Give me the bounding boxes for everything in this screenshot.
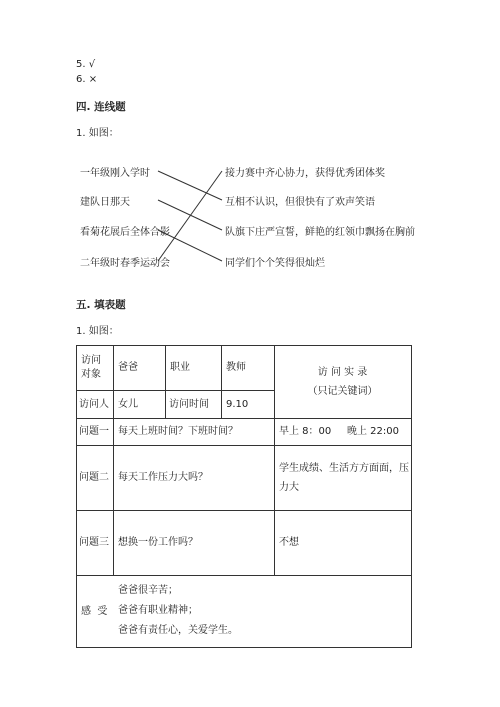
- value-visit-time: 9.10: [226, 398, 249, 410]
- answer-item-6: 6. ×: [76, 74, 98, 85]
- section-5-title: 五. 填表题: [76, 299, 126, 311]
- question-2-text: 每天工作压力大吗？: [118, 472, 208, 483]
- value-occupation: 教师: [226, 362, 246, 373]
- label-question-3: 问题三: [79, 537, 109, 548]
- match-right-item-4: 同学们个个笑得很灿烂: [225, 258, 325, 269]
- match-right-item-1: 接力赛中齐心协力，获得优秀团体奖: [225, 168, 385, 179]
- feeling-line-1: 爸爸很辛苦；: [118, 585, 178, 596]
- feeling-line-2: 爸爸有职业精神；: [118, 605, 198, 616]
- interview-table: [76, 345, 412, 648]
- feeling-line-3: 爸爸有责任心，关爱学生。: [118, 625, 238, 636]
- label-occupation: 职业: [170, 362, 190, 373]
- label-question-1: 问题一: [79, 426, 109, 437]
- label-interviewee: 访问 对象: [81, 354, 101, 380]
- match-left-item-2: 建队日那天: [80, 197, 130, 208]
- match-right-item-2: 互相不认识，但很快有了欢声笑语: [225, 197, 375, 208]
- label-question-2: 问题二: [79, 472, 109, 483]
- question-1-answer: [274, 418, 411, 445]
- match-left-item-1: 一年级刚入学时: [80, 168, 150, 179]
- label-interviewer: 访问人: [79, 398, 109, 410]
- feelings-text: [113, 575, 411, 647]
- value-interviewee: 爸爸: [118, 362, 138, 373]
- question-1-text: 每天上班时间？下班时间？: [118, 426, 238, 437]
- value-interviewer: 女儿: [118, 398, 138, 410]
- answer-1-end: 晚上 22:00: [347, 426, 399, 437]
- match-right-item-3: 队旗下庄严宣誓，鲜艳的红领巾飘扬在胸前: [225, 227, 415, 238]
- answer-item-5: 5. √: [76, 59, 96, 70]
- match-line-1: [158, 171, 222, 200]
- label-visit-time: 访问时间: [169, 398, 209, 410]
- answer-1-start: 早上 8：00: [279, 426, 332, 437]
- question-2-answer: 学生成绩、生活方方面面，压 力大: [279, 463, 409, 493]
- match-left-item-4: 二年级时春季运动会: [80, 258, 170, 269]
- match-line-4: [158, 171, 222, 261]
- section-4-figure-label: 1. 如图：: [76, 128, 119, 139]
- section-5-figure-label: 1. 如图：: [76, 326, 119, 337]
- record-header: [274, 345, 411, 418]
- question-3-text: 想换一份工作吗？: [118, 537, 198, 548]
- record-subtitle: （只记关键词）: [307, 385, 378, 397]
- question-3-answer: 不想: [279, 537, 299, 548]
- label-feelings: 感 受: [81, 605, 108, 617]
- section-4-title: 四. 连线题: [76, 101, 126, 113]
- record-title: 访 问 实 录: [317, 366, 368, 378]
- match-left-item-3: 看菊花展后全体合影: [80, 227, 170, 238]
